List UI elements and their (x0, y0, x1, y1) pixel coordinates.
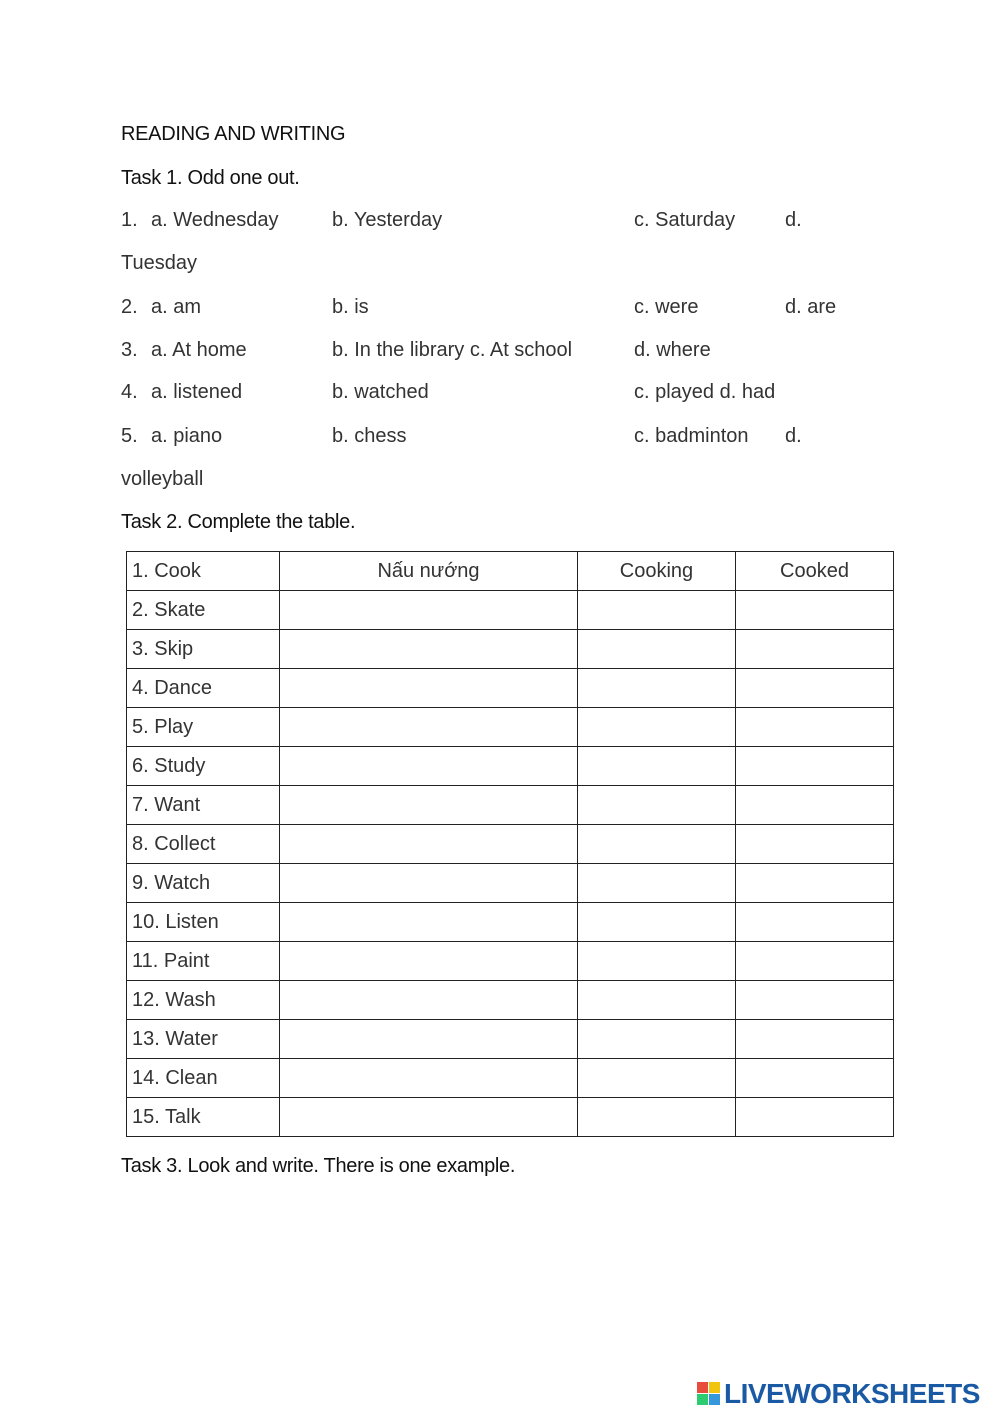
meaning-input[interactable] (280, 708, 578, 747)
table-row (127, 825, 894, 864)
word-cell: 10. Listen (127, 903, 280, 942)
word-cell: 5. Play (127, 708, 280, 747)
table-row (127, 591, 894, 630)
option-c: c. badminton (634, 425, 749, 447)
past-form-input[interactable] (736, 825, 894, 864)
ing-form-input[interactable] (578, 786, 736, 825)
ing-form-input[interactable] (578, 1059, 736, 1098)
meaning-input[interactable] (280, 1059, 578, 1098)
logo-square (709, 1394, 720, 1405)
task3-heading: Task 3. Look and write. There is one example. (121, 1155, 516, 1177)
meaning-input[interactable] (280, 669, 578, 708)
meaning-input[interactable] (280, 630, 578, 669)
past-form-input[interactable] (736, 1098, 894, 1137)
word-cell: 3. Skip (127, 630, 280, 669)
ing-form-input[interactable] (578, 903, 736, 942)
option-a: a. At home (151, 339, 247, 361)
ing-form-input[interactable] (578, 864, 736, 903)
word-cell: 2. Skate (127, 591, 280, 630)
table-row (127, 864, 894, 903)
option-b: b. watched (332, 381, 429, 403)
option-a: a. listened (151, 381, 243, 403)
item-number: 2. (121, 296, 138, 318)
word-cell: 7. Want (127, 786, 280, 825)
page-title: READING AND WRITING (121, 123, 346, 145)
meaning-input[interactable] (280, 1020, 578, 1059)
word-cell: 9. Watch (127, 864, 280, 903)
option-d: d. (785, 425, 802, 447)
task1-heading: Task 1. Odd one out. (121, 167, 300, 189)
verb-table (126, 551, 894, 1137)
meaning-cell: Nấu nướng (280, 552, 578, 591)
past-form-input[interactable] (736, 981, 894, 1020)
word-cell: 13. Water (127, 1020, 280, 1059)
task2-heading: Task 2. Complete the table. (121, 511, 356, 533)
logo-square (697, 1394, 708, 1405)
meaning-input[interactable] (280, 591, 578, 630)
ing-form-input[interactable] (578, 591, 736, 630)
item-number: 1. (121, 209, 138, 231)
table-row (127, 786, 894, 825)
item-number: 4. (121, 381, 138, 403)
word-cell: 11. Paint (127, 942, 280, 981)
logo-square (709, 1382, 720, 1393)
word-cell: 4. Dance (127, 669, 280, 708)
past-form-input[interactable] (736, 942, 894, 981)
option-a: a. piano (151, 425, 223, 447)
past-form-input[interactable] (736, 630, 894, 669)
option-b: b. In the library c. At school (332, 339, 573, 361)
past-form-input[interactable] (736, 1059, 894, 1098)
logo-square (697, 1382, 708, 1393)
option-a: a. am (151, 296, 202, 318)
table-row (127, 1059, 894, 1098)
ing-form-input[interactable] (578, 630, 736, 669)
past-form-input[interactable] (736, 903, 894, 942)
past-form-input[interactable] (736, 591, 894, 630)
option-b: b. is (332, 296, 369, 318)
option-b: b. Yesterday (332, 209, 443, 231)
meaning-input[interactable] (280, 864, 578, 903)
meaning-input[interactable] (280, 981, 578, 1020)
past-form-input[interactable] (736, 786, 894, 825)
table-row-example (127, 552, 894, 591)
meaning-input[interactable] (280, 942, 578, 981)
past-form-cell: Cooked (736, 552, 894, 591)
option-d: d. (785, 209, 802, 231)
logo-text: LIVEWORKSHEETS (724, 1378, 980, 1409)
item-number: 5. (121, 425, 138, 447)
ing-form-input[interactable] (578, 708, 736, 747)
table-row (127, 708, 894, 747)
option-a: a. Wednesday (151, 209, 279, 231)
item-number: 3. (121, 339, 138, 361)
ing-form-input[interactable] (578, 1098, 736, 1137)
table-row (127, 630, 894, 669)
table-row (127, 669, 894, 708)
ing-form-input[interactable] (578, 981, 736, 1020)
table-row (127, 747, 894, 786)
meaning-input[interactable] (280, 825, 578, 864)
ing-form-input[interactable] (578, 825, 736, 864)
option-d-continued: Tuesday (121, 252, 197, 274)
past-form-input[interactable] (736, 747, 894, 786)
meaning-input[interactable] (280, 1098, 578, 1137)
option-b: b. chess (332, 425, 407, 447)
liveworksheets-logo (697, 1378, 980, 1410)
table-row (127, 942, 894, 981)
past-form-input[interactable] (736, 1020, 894, 1059)
ing-form-input[interactable] (578, 747, 736, 786)
option-c: c. played d. had (634, 381, 776, 403)
past-form-input[interactable] (736, 669, 894, 708)
ing-form-input[interactable] (578, 942, 736, 981)
ing-form-input[interactable] (578, 1020, 736, 1059)
table-row (127, 903, 894, 942)
table-row (127, 1098, 894, 1137)
word-cell: 12. Wash (127, 981, 280, 1020)
liveworksheets-icon (697, 1382, 721, 1406)
word-cell: 1. Cook (127, 552, 280, 591)
past-form-input[interactable] (736, 708, 894, 747)
word-cell: 8. Collect (127, 825, 280, 864)
word-cell: 14. Clean (127, 1059, 280, 1098)
option-d: d. are (785, 296, 837, 318)
meaning-input[interactable] (280, 903, 578, 942)
ing-form-input[interactable] (578, 669, 736, 708)
option-c: c. Saturday (634, 209, 736, 231)
word-cell: 6. Study (127, 747, 280, 786)
option-c: d. where (634, 339, 711, 361)
meaning-input[interactable] (280, 747, 578, 786)
option-d-continued: volleyball (121, 468, 204, 490)
meaning-input[interactable] (280, 786, 578, 825)
past-form-input[interactable] (736, 864, 894, 903)
word-cell: 15. Talk (127, 1098, 280, 1137)
ing-form-cell: Cooking (578, 552, 736, 591)
table-row (127, 1020, 894, 1059)
option-c: c. were (634, 296, 699, 318)
table-row (127, 981, 894, 1020)
